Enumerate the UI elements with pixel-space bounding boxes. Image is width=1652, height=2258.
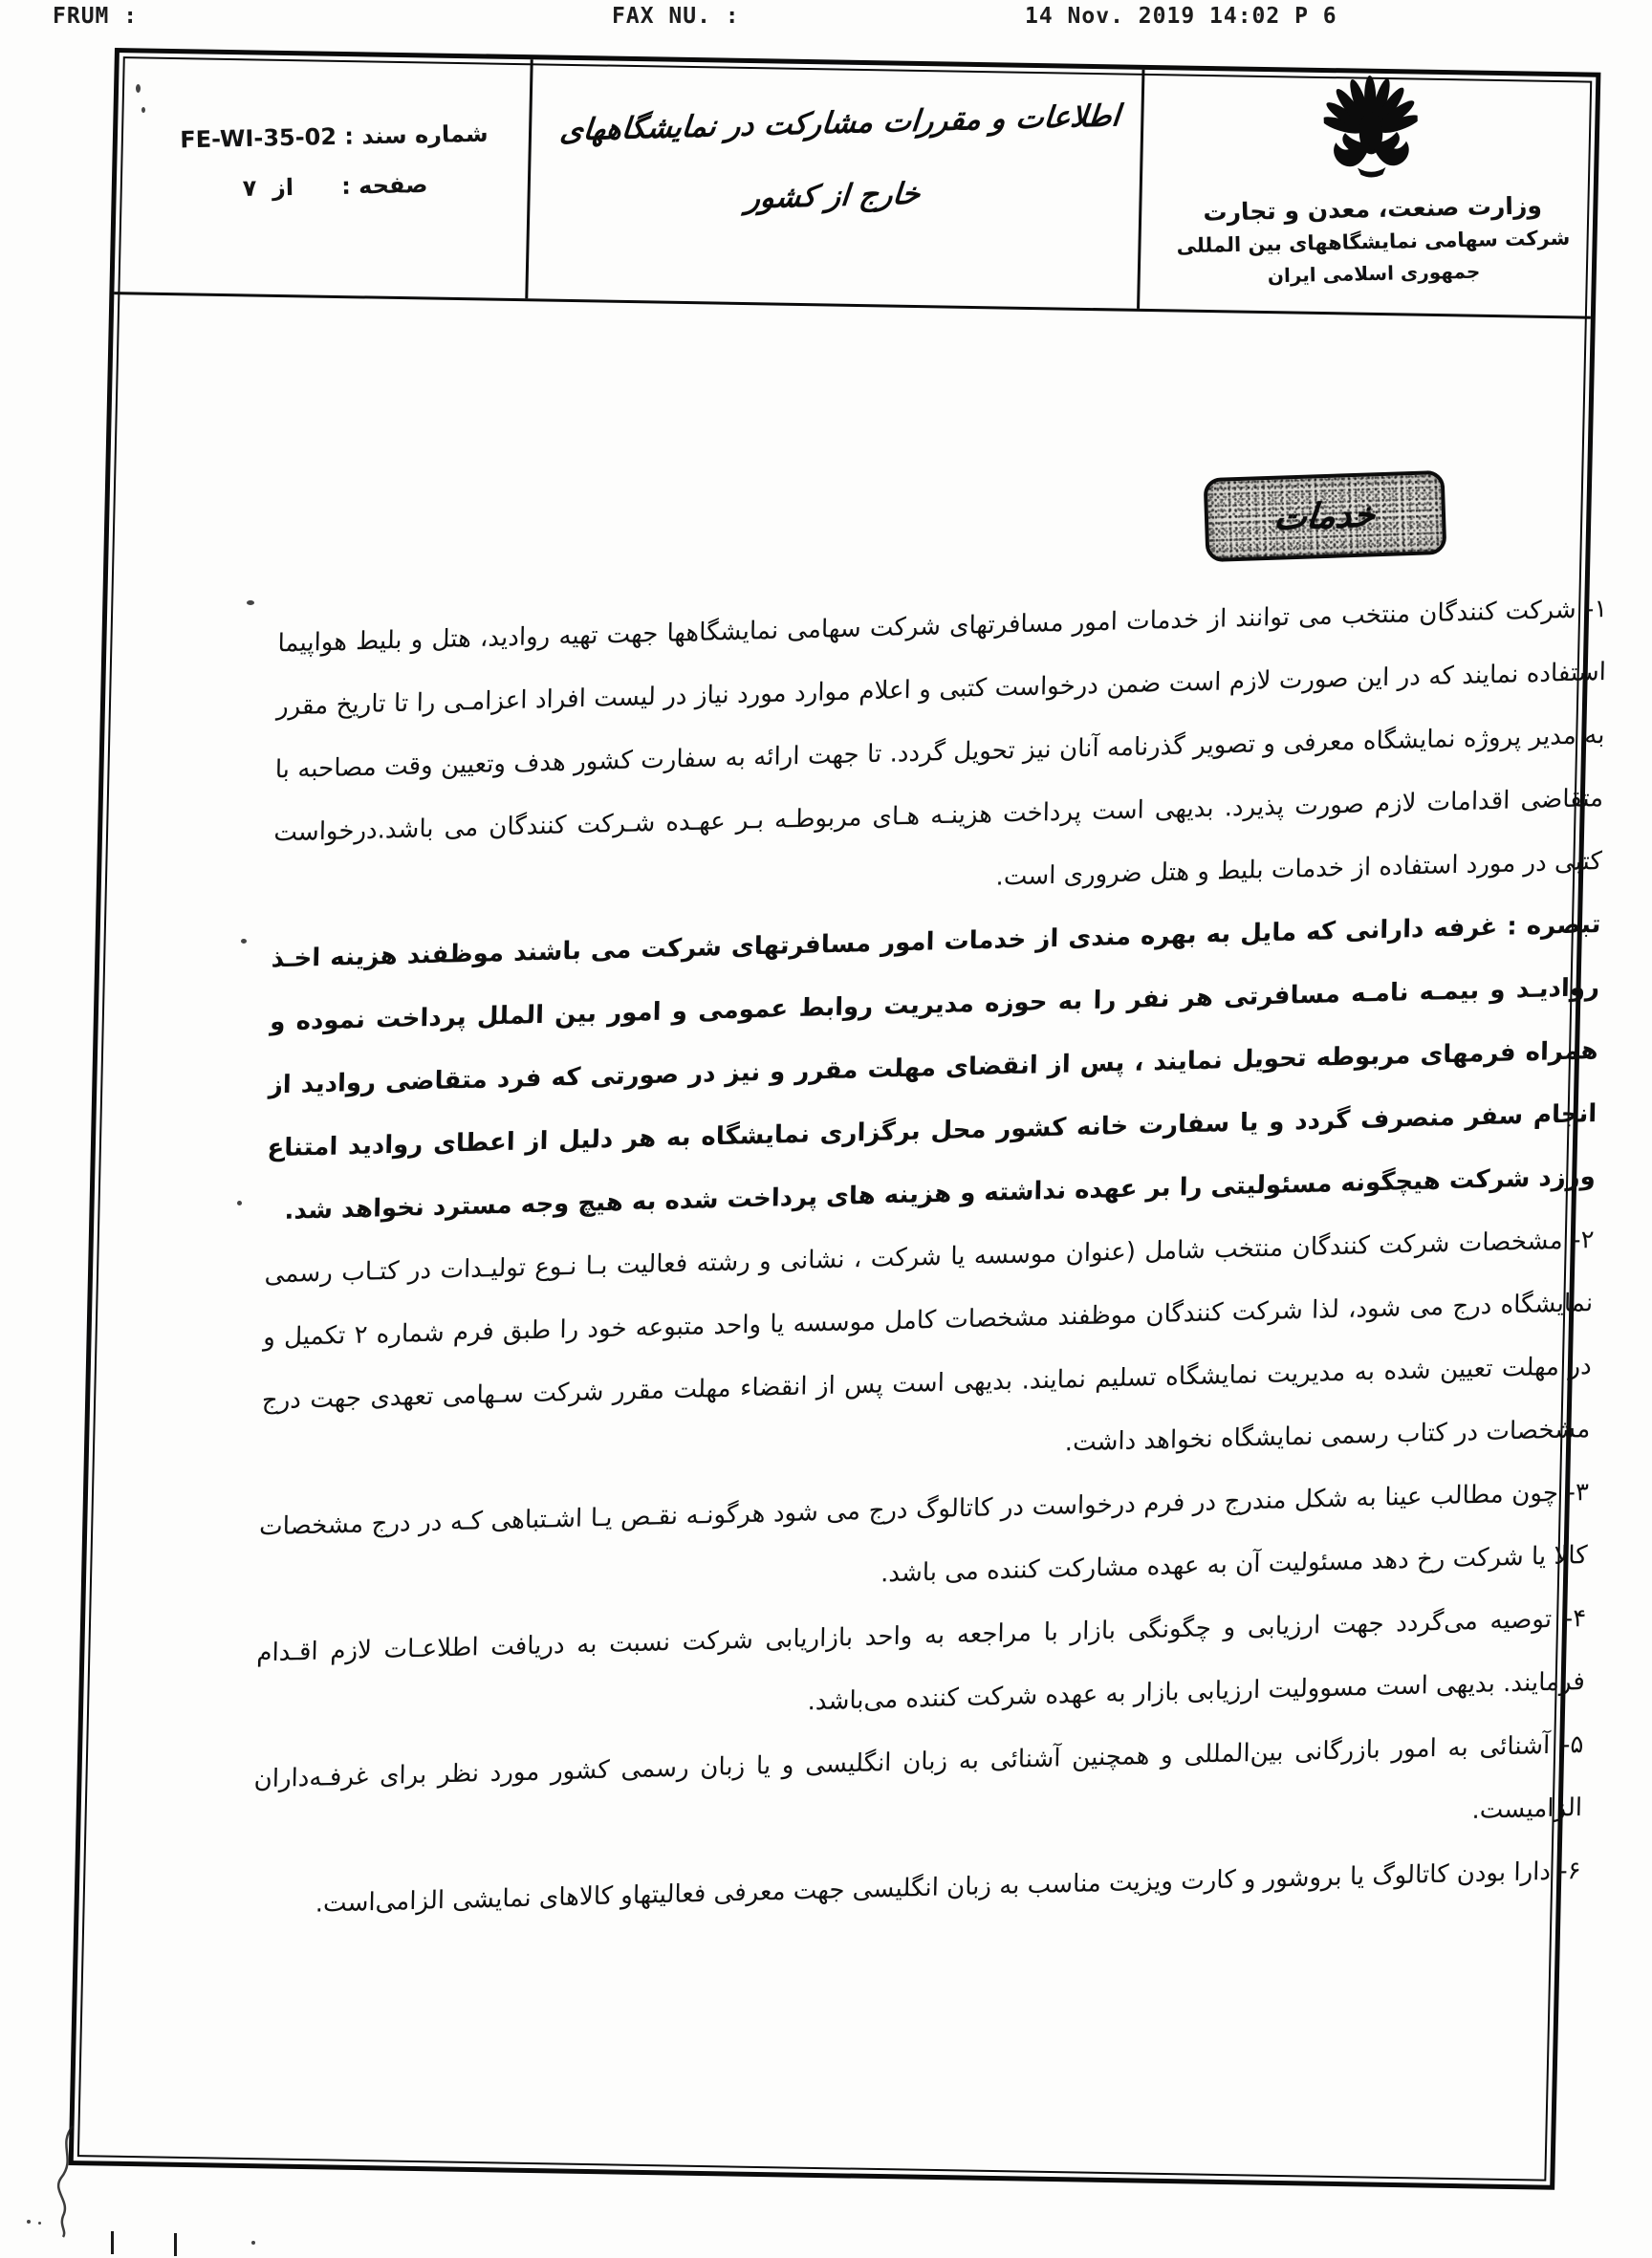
fax-timestamp: 14 Nov. 2019 14:02 P 6: [1025, 4, 1337, 29]
scan-noise-speck: [27, 2220, 31, 2224]
scan-noise-speck: [141, 107, 145, 113]
paragraph-item-6: ۶- دارا بودن کاتالوگ یا بروشور و کارت ویزیت مناسب به زبان انگلیسی جهت معرفی فعالیتهاو کالاهای نمایشی الزامی‌است.: [315, 1856, 1581, 1919]
fax-transmission-header: [0, 2, 1652, 34]
company-name: شرکت سهامی نمایشگاههای بین المللی: [1176, 226, 1571, 258]
services-stamp: [1204, 470, 1447, 562]
scan-noise-speck: [38, 2222, 41, 2225]
scan-noise-speck: [247, 600, 254, 605]
organization-cell: [1145, 62, 1599, 293]
document-title-line2: خارج از کشور: [744, 176, 923, 216]
paragraph-item-2: ۲- مشخصات شرکت کنندگان منتخب شامل (عنوان موسسه یا شرکت ، نشانی و رشته فعالیت بـا نـوع تولیـدات در کتـاب رسمی نمایشگاه درج می شود، لذا شرکت کنندگان موظفند مشخصات کامل موسسه یا واحد متبوعه خود را طبق فرم شماره ۲ تکمیل و در مهلت تعیین شده به مدیریت نمایشگاه تسلیم نمایند. بدیهی است پس از انقضاء مهلت مقرر شرکت سـهامی تعهدی جهت درج مشخصات در کتاب رسمی نمایشگاه نخواهد داشت.: [261, 1226, 1595, 1458]
fax-number-label: FAX NU. :: [612, 4, 740, 29]
document-title-line1: اطلاعات و مقررات مشارکت در نمایشگاههای: [558, 98, 1122, 148]
paragraph-item-4: ۴- توصیه می‌گردد جهت ارزیابی و چگونگی بازار با مراجعه به واحد بازاریابی شرکت نسبت به دریافت اطلاعـات لازم اقـدام فرمایند. بدیهی است مسوولیت ارزیابی بازار به عهده شرکت کننده می‌باشد.: [256, 1604, 1587, 1717]
scan-noise-speck: [237, 1201, 242, 1205]
services-stamp-label: خدمات: [1272, 494, 1378, 538]
ministry-name: وزارت صنعت، معدن و تجارت: [1203, 191, 1543, 227]
paragraph-item-1: ۱- شرکت کنندگان منتخب می توانند از خدمات امور مسافرتهای شرکت سهامی نمایشگاهها جهت تهیه روادید، هتل و بلیط هواپیما استفاده نمایند که در این صورت لازم است ضمن درخواست کتبی و اعلام موارد مورد نیاز در لیست افراد اعزامـی را تا تاریخ مقرر به مدیر پروژه نمایشگاه معرفی و تصویر گذرنامه آنان نیز تحویل گردد. تا جهت ارائه به سفارت کشور هدف وتعیین وقت مصاحبه با متقاضی اقدامات لازم صورت پذیرد. بدیهی است پرداخت هزینـه هـای مربوطـه بـر عهـده شـرکت کنندگان می باشد.درخواست کتبی در مورد استفاده از خدمات بلیط و هتل ضروری است.: [273, 595, 1608, 892]
paragraph-item-3: ۳- چون مطالب عینا به شکل مندرج در فرم درخواست در کاتالوگ درج می شود هرگونـه نقـص یـا اشـتباهی کـه در درج مشخصات کالا یا شرکت رخ دهد مسئولیت آن به عهده مشارکت کننده می باشد.: [258, 1478, 1590, 1589]
peacock-emblem-logo: [1323, 66, 1420, 186]
scan-noise-speck: [251, 2241, 255, 2245]
fax-from-label: FRUM :: [53, 4, 139, 29]
scan-noise-speck: [241, 939, 247, 944]
paragraph-item-5: ۵- آشنائی به امور بازرگانی بین‌المللی و همچنین آشنائی به زبان انگلیسی و یا زبان رسمی کشور مورد نظر برای غرفـه‌داران الزامیست.: [253, 1730, 1584, 1826]
scan-tick-mark: [174, 2233, 177, 2256]
document-meta-cell: [142, 119, 527, 205]
document-title: [540, 99, 1133, 220]
country-name: جمهوری اسلامی ایران: [1267, 259, 1481, 288]
document-number: شماره سند : FE-WI-35-02: [179, 119, 489, 154]
scan-noise-speck: [136, 84, 141, 93]
scan-squiggle-artifact: [50, 2124, 82, 2239]
paragraph-note: تبصره : غرفه دارانی که مایل به بهره مندی از خدمات امور مسافرتهای شرکت می باشند موظفند هزینه اخـذ روادیـد و بیمـه نامـه مسافرتی هر نفر را به حوزه مدیریت روابط عمومی و امور بین الملل پرداخت نموده و همراه فرمهای مربوطه تحویل نمایند ، پس از انقضای مهلت مقرر و نیز در صورتی که فرد متقاضی روادید از انجام سفر منصرف گردد و یا سفارت خانه کشور محل برگزاری نمایشگاه به هر دلیل از اعطای روادید امتناع ورزد شرکت هیچگونه مسئولیتی را بر عهده نداشته و هزینه های پرداخت شده به هیچ وجه مسترد نخواهد شد.: [267, 910, 1601, 1226]
document-body: [250, 577, 1608, 1937]
scan-tick-mark: [111, 2231, 114, 2254]
page-number: صفحه : از ۷: [242, 170, 428, 203]
